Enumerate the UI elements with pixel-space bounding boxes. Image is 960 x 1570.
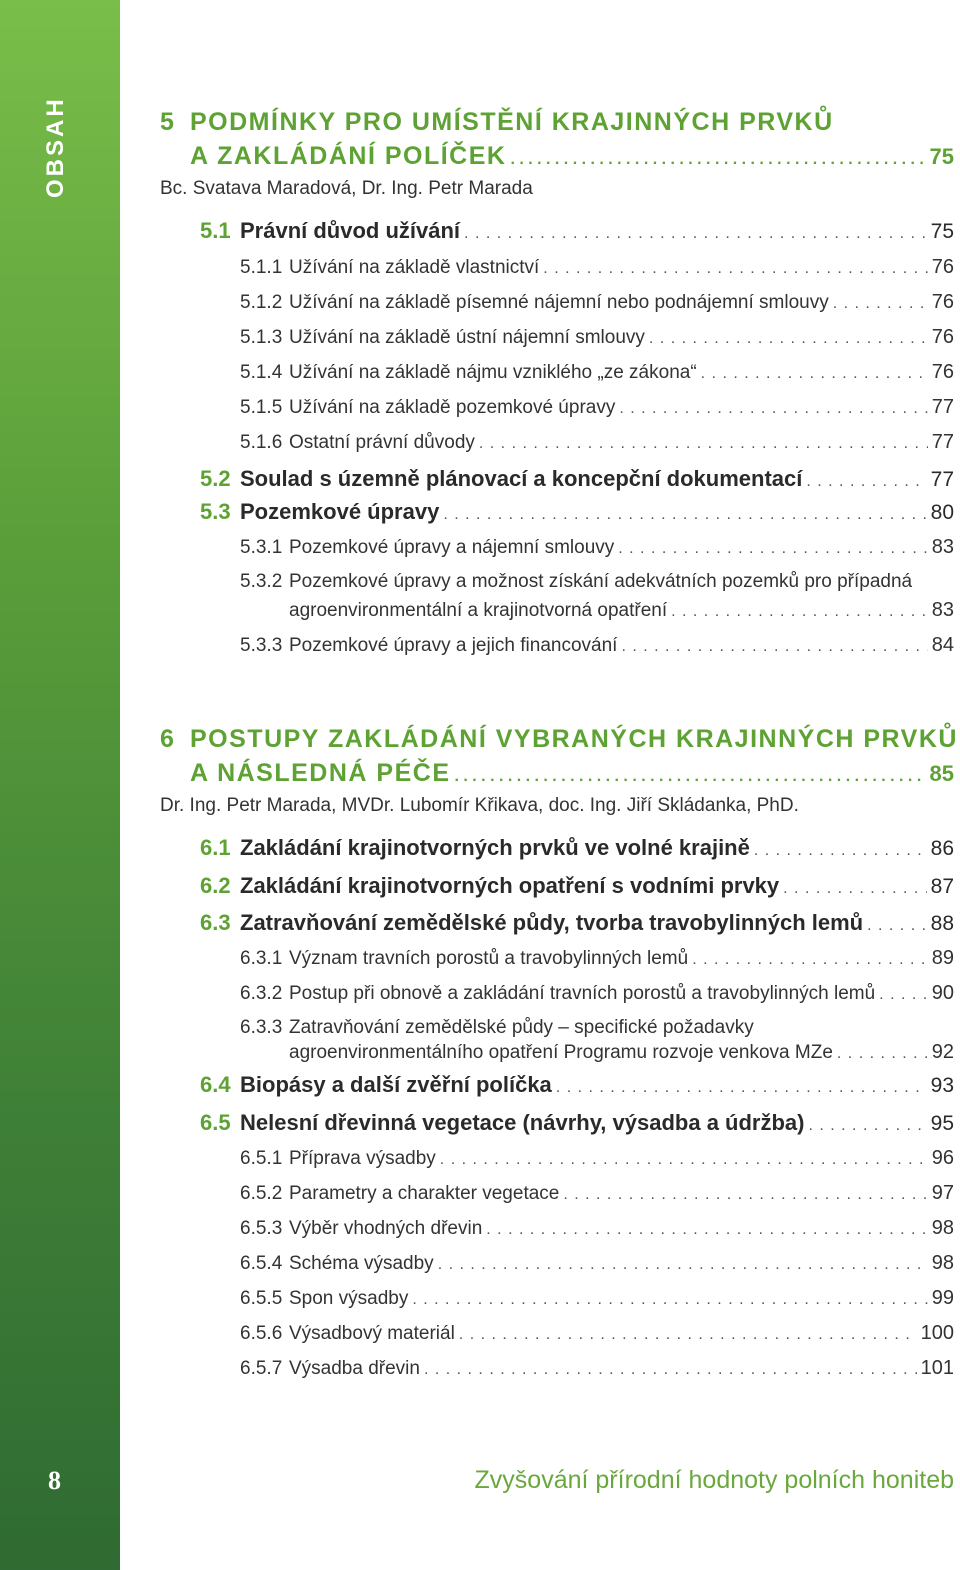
leader-dots (671, 603, 928, 621)
entry-label: Výběr vhodných dřevin (289, 1218, 483, 1239)
leader-dots (833, 295, 928, 313)
leader-dots (510, 151, 925, 169)
page-ref: 86 (930, 837, 954, 860)
page-ref: 96 (931, 1147, 954, 1169)
entry-label: Zatravňování zemědělské půdy, tvorba travobylinných lemů (240, 910, 864, 935)
leader-dots (412, 1291, 927, 1309)
toc-entry[interactable] (240, 291, 954, 321)
page-ref: 75 (929, 144, 954, 169)
leader-dots (556, 1079, 927, 1097)
leader-dots (754, 842, 927, 860)
entry-label: Zakládání krajinotvorných opatření s vodními prvky (240, 873, 780, 898)
entry-label: Ostatní právní důvody (289, 432, 475, 453)
entry-number: 5.1.3 (240, 327, 283, 348)
chapter-title-cont: A NÁSLEDNÁ PÉČE (190, 759, 451, 787)
entry-number: 6.3.3 (240, 1017, 283, 1038)
toc-entry[interactable] (240, 1287, 954, 1317)
toc-entry[interactable] (240, 1217, 954, 1247)
chapter-title: PODMÍNKY PRO UMÍSTĚNÍ KRAJINNÝCH PRVKŮ (190, 108, 834, 136)
sidebar (0, 0, 120, 1570)
leader-dots (479, 435, 928, 453)
toc-entry[interactable] (240, 1252, 954, 1282)
entry-label: Užívání na základě písemné nájemní nebo podnájemní smlouvy (289, 292, 829, 313)
entry-number: 5.2 (200, 466, 231, 491)
toc-entry[interactable] (240, 1357, 954, 1387)
entry-number: 5.1.6 (240, 432, 283, 453)
entry-label: Užívání na základě pozemkové úpravy (289, 397, 616, 418)
entry-label: Výsadbový materiál (289, 1323, 455, 1344)
page-ref: 83 (931, 599, 954, 621)
toc-entry[interactable] (240, 1182, 954, 1212)
toc-entry[interactable] (240, 982, 954, 1012)
page-ref: 76 (931, 256, 954, 278)
leader-dots (701, 365, 928, 383)
page-ref: 84 (931, 634, 954, 656)
toc-entry[interactable] (240, 1147, 954, 1177)
chapter-title-cont: A ZAKLÁDÁNÍ POLÍČEK (190, 142, 507, 170)
entry-number: 6.4 (200, 1072, 231, 1097)
entry-number: 5.3 (200, 499, 231, 524)
entry-label-cont: agroenvironmentálního opatření Programu rozvoje venkova MZe (289, 1042, 833, 1063)
toc-chapter-line[interactable] (190, 142, 954, 172)
chapter-number: 5 (160, 108, 174, 136)
entry-label: Právní důvod užívání (240, 218, 461, 243)
toc-entry-cont[interactable] (289, 1041, 954, 1071)
leader-dots (783, 880, 926, 898)
leader-dots (563, 1186, 927, 1204)
page-ref: 99 (931, 1287, 954, 1309)
chapter-authors: Bc. Svatava Maradová, Dr. Ing. Petr Marada (160, 178, 533, 199)
entry-label: Výsadba dřevin (289, 1358, 420, 1379)
toc-entry[interactable] (240, 361, 954, 391)
entry-number: 6.5 (200, 1110, 231, 1135)
leader-dots (459, 1326, 917, 1344)
toc-entry[interactable] (240, 1322, 954, 1352)
chapter-authors: Dr. Ing. Petr Marada, MVDr. Lubomír Křikava, doc. Ing. Jiří Skládanka, PhD. (160, 795, 799, 816)
toc-entry-multiline[interactable] (240, 1017, 954, 1039)
leader-dots (464, 225, 927, 243)
section-label: OBSAH (42, 96, 69, 198)
toc-entry[interactable] (240, 396, 954, 426)
entry-number: 5.1.4 (240, 362, 283, 383)
leader-dots (808, 1117, 926, 1135)
entry-number: 6.3.1 (240, 948, 283, 969)
page-ref: 76 (931, 361, 954, 383)
entry-number: 5.3.2 (240, 571, 283, 592)
leader-dots (543, 260, 927, 278)
entry-label: Biopásy a další zvěřní políčka (240, 1072, 552, 1097)
toc-entry[interactable] (200, 218, 954, 248)
toc-entry-cont[interactable] (289, 599, 954, 629)
entry-number: 5.3.3 (240, 635, 283, 656)
leader-dots (621, 638, 927, 656)
entry-label: Parametry a charakter vegetace (289, 1183, 560, 1204)
toc-entry[interactable] (240, 536, 954, 566)
toc-entry[interactable] (240, 634, 954, 664)
chapter-title: POSTUPY ZAKLÁDÁNÍ VYBRANÝCH KRAJINNÝCH PRVKŮ (190, 725, 958, 753)
leader-dots (649, 330, 928, 348)
page-ref: 77 (930, 468, 954, 491)
page-ref: 87 (930, 875, 954, 898)
page-number: 8 (48, 1466, 61, 1495)
toc-entry[interactable] (200, 1110, 954, 1140)
toc-entry[interactable] (240, 256, 954, 286)
toc-entry-multiline[interactable] (240, 571, 954, 593)
page-ref: 76 (931, 291, 954, 313)
page-ref: 89 (931, 947, 954, 969)
page-ref: 77 (931, 431, 954, 453)
leader-dots (867, 917, 927, 935)
page-ref: 97 (931, 1182, 954, 1204)
toc-entry[interactable] (200, 873, 954, 903)
entry-label: Pozemkové úpravy (240, 499, 440, 524)
entry-number: 5.1 (200, 218, 231, 243)
page-ref: 93 (930, 1074, 954, 1097)
page-ref: 98 (931, 1252, 954, 1274)
entry-label: Užívání na základě ústní nájemní smlouvy (289, 327, 645, 348)
toc-entry[interactable] (200, 835, 954, 865)
leader-dots (692, 951, 928, 969)
leader-dots (424, 1361, 917, 1379)
toc-entry[interactable] (240, 326, 954, 356)
leader-dots (438, 1256, 928, 1274)
page-ref: 83 (931, 536, 954, 558)
entry-label: Soulad s územně plánovací a koncepční dokumentací (240, 466, 803, 491)
leader-dots (879, 986, 928, 1004)
entry-number: 6.2 (200, 873, 231, 898)
entry-number: 5.1.2 (240, 292, 283, 313)
entry-label: Užívání na základě vlastnictví (289, 257, 540, 278)
leader-dots (618, 540, 927, 558)
footer-book-title: Zvyšování přírodní hodnoty polních honiteb (474, 1466, 954, 1494)
page-ref: 77 (931, 396, 954, 418)
entry-number: 6.5.4 (240, 1253, 283, 1274)
page-ref: 100 (920, 1322, 954, 1344)
toc-entry[interactable] (200, 499, 954, 529)
chapter-number: 6 (160, 725, 174, 753)
page-ref: 101 (920, 1357, 954, 1379)
page-ref: 75 (930, 220, 954, 243)
leader-dots (619, 400, 927, 418)
page-ref: 76 (931, 326, 954, 348)
entry-number: 5.1.1 (240, 257, 283, 278)
entry-label: Užívání na základě nájmu vzniklého „ze zákona“ (289, 362, 697, 383)
entry-label-cont: agroenvironmentální a krajinotvorná opatření (289, 600, 668, 621)
toc-entry[interactable] (240, 431, 954, 461)
entry-number: 5.1.5 (240, 397, 283, 418)
page-ref: 90 (931, 982, 954, 1004)
entry-number: 6.3 (200, 910, 231, 935)
leader-dots (455, 768, 926, 786)
page-ref: 80 (930, 501, 954, 524)
toc-entry[interactable] (200, 1072, 954, 1102)
entry-label: Zatravňování zemědělské půdy – specifické požadavky (289, 1017, 754, 1038)
entry-number: 6.3.2 (240, 983, 283, 1004)
entry-number: 6.5.6 (240, 1323, 283, 1344)
entry-label: Spon výsadby (289, 1288, 409, 1309)
leader-dots (486, 1221, 927, 1239)
entry-label: Schéma výsadby (289, 1253, 434, 1274)
page-ref: 92 (931, 1041, 954, 1063)
entry-number: 6.1 (200, 835, 231, 860)
page-ref: 98 (931, 1217, 954, 1239)
page-ref: 88 (930, 912, 954, 935)
toc-chapter-line[interactable] (190, 759, 954, 789)
entry-label: Postup při obnově a zakládání travních porostů a travobylinných lemů (289, 983, 876, 1004)
entry-label: Zakládání krajinotvorných prvků ve volné krajině (240, 835, 750, 860)
entry-label: Nelesní dřevinná vegetace (návrhy, výsadba a údržba) (240, 1110, 805, 1135)
entry-number: 6.5.7 (240, 1358, 283, 1379)
page-ref: 95 (930, 1112, 954, 1135)
entry-label: Význam travních porostů a travobylinných lemů (289, 948, 689, 969)
entry-label: Pozemkové úpravy a možnost získání adekvátních pozemků pro případná (289, 571, 913, 592)
leader-dots (837, 1045, 928, 1063)
leader-dots (443, 506, 926, 524)
entry-number: 6.5.3 (240, 1218, 283, 1239)
toc-entry[interactable] (200, 466, 954, 496)
entry-label: Pozemkové úpravy a nájemní smlouvy (289, 537, 615, 558)
entry-number: 6.5.1 (240, 1148, 283, 1169)
entry-label: Příprava výsadby (289, 1148, 436, 1169)
leader-dots (806, 473, 926, 491)
leader-dots (440, 1151, 928, 1169)
page-ref: 85 (929, 761, 954, 786)
entry-label: Pozemkové úpravy a jejich financování (289, 635, 618, 656)
toc-entry[interactable] (200, 910, 954, 940)
entry-number: 6.5.5 (240, 1288, 283, 1309)
entry-number: 5.3.1 (240, 537, 283, 558)
toc-entry[interactable] (240, 947, 954, 977)
entry-number: 6.5.2 (240, 1183, 283, 1204)
